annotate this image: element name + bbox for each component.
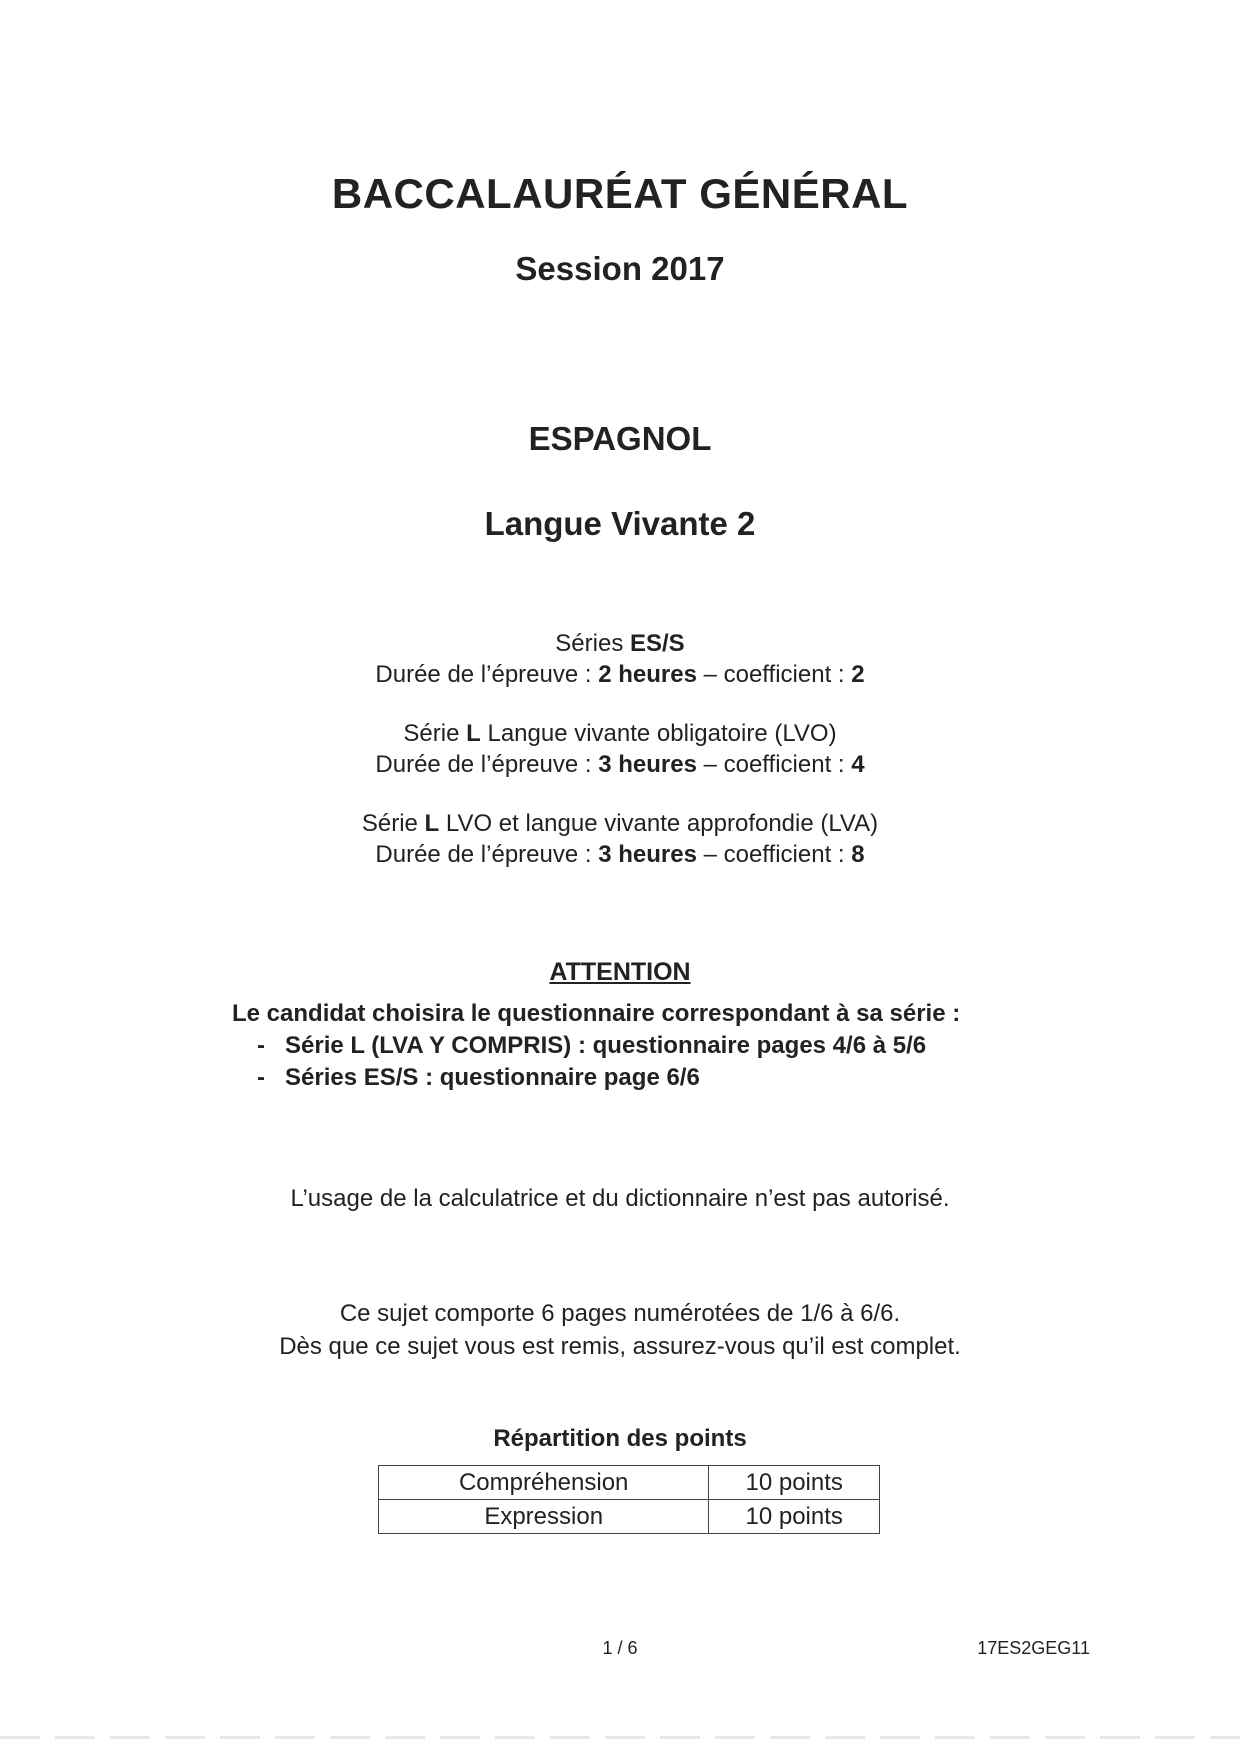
table-row	[379, 1466, 880, 1500]
table-row	[379, 1500, 880, 1534]
attention-block	[232, 998, 960, 1094]
subject-title: ESPAGNOL	[528, 420, 712, 457]
duration-line: Durée de l’épreuve : 3 heures – coefficient : 4	[375, 751, 865, 778]
series-l-lva	[0, 808, 1240, 870]
attention-heading: ATTENTION	[549, 958, 691, 986]
session-label: Session 2017	[515, 250, 725, 287]
scan-edge-artifact	[0, 1736, 1240, 1739]
series-l-lvo	[0, 718, 1240, 780]
duration-line: Durée de l’épreuve : 2 heures – coefficient : 2	[375, 661, 865, 688]
pages-count-line: Ce sujet comporte 6 pages numérotées de 1/6 à 6/6.	[339, 1300, 901, 1327]
pages-notice	[0, 1297, 1240, 1363]
attention-item: - Séries ES/S : questionnaire page 6/6	[257, 1064, 700, 1091]
page-number: 1 / 6	[602, 1638, 638, 1658]
series-line: Série L LVO et langue vivante approfondie (LVA)	[361, 810, 879, 837]
document-code: 17ES2GEG11	[977, 1638, 1090, 1658]
calculator-notice: L’usage de la calculatrice et du dictionnaire n’est pas autorisé.	[290, 1185, 950, 1212]
points-heading: Répartition des points	[493, 1425, 747, 1452]
language-label: Langue Vivante 2	[484, 505, 756, 542]
pages-check-line: Dès que ce sujet vous est remis, assurez-vous qu’il est complet.	[279, 1333, 961, 1360]
series-line: Séries ES/S	[555, 630, 685, 657]
points-table	[378, 1465, 880, 1534]
points-value-cell: 10 points	[709, 1500, 880, 1534]
series-line: Série L Langue vivante obligatoire (LVO)	[403, 720, 837, 747]
duration-line: Durée de l’épreuve : 3 heures – coefficient : 8	[375, 841, 865, 868]
exam-title: BACCALAURÉAT GÉNÉRAL	[331, 170, 909, 217]
series-es-s	[0, 628, 1240, 690]
points-label-cell: Expression	[379, 1500, 709, 1534]
attention-intro: Le candidat choisira le questionnaire correspondant à sa série :	[232, 1000, 961, 1027]
points-value-cell: 10 points	[709, 1466, 880, 1500]
attention-item: - Série L (LVA Y COMPRIS) : questionnaire pages 4/6 à 5/6	[257, 1032, 927, 1059]
points-label-cell: Compréhension	[379, 1466, 709, 1500]
